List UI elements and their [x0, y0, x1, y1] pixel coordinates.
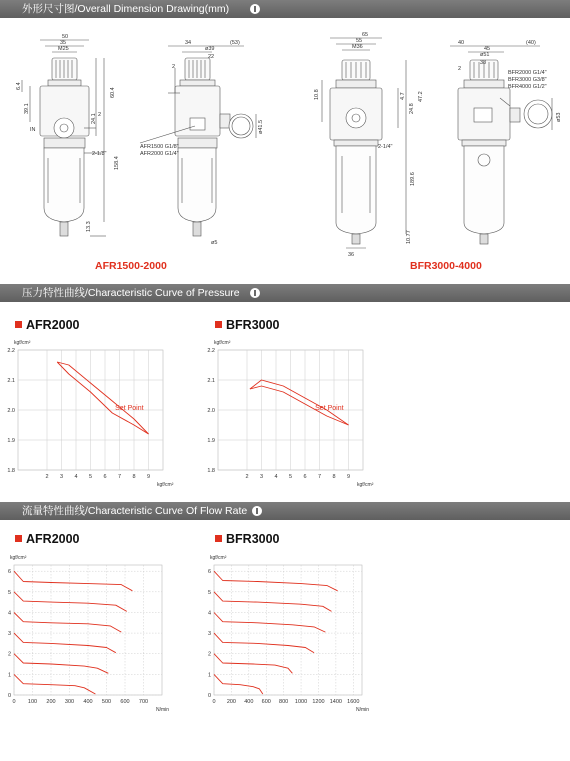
dim-label: M25 [58, 46, 69, 52]
port-spec: BFR4000 G1/2" [508, 84, 547, 90]
x-tick-label: 600 [261, 699, 271, 705]
plot-frame [214, 565, 362, 695]
dim-label: 35 [60, 40, 67, 46]
dim-label: 39.1 [24, 103, 30, 114]
dim-label: 22 [208, 54, 215, 60]
port-spec: AFR2000 G1/4" [140, 151, 179, 157]
y-axis-label: kgf/cm² [214, 340, 231, 346]
title-marker [15, 321, 22, 328]
y-tick-label: 3 [207, 631, 211, 638]
title-marker [215, 535, 222, 542]
title-marker [15, 535, 22, 542]
x-tick-label: 9 [346, 474, 351, 480]
model-label-bfr: BFR3000-4000 [410, 260, 482, 272]
dim-label: M36 [352, 44, 363, 50]
y-tick-label: 2.2 [207, 348, 215, 354]
x-tick-label: 1200 [312, 699, 325, 705]
info-icon [250, 4, 260, 14]
series-line [214, 633, 314, 653]
port-label: 2 [98, 112, 102, 118]
y-tick-label: 4 [207, 610, 211, 617]
x-tick-label: 4 [74, 474, 78, 480]
dim-label: 189.6 [410, 172, 416, 186]
series-line [14, 613, 121, 633]
y-tick-label: 2.0 [207, 408, 215, 414]
x-tick-label: 3 [259, 474, 264, 480]
dim-label: 38 [480, 60, 487, 66]
bfr-dimension-drawing [290, 18, 570, 268]
y-tick-label: 5 [7, 589, 11, 596]
dim-label: ø39 [205, 46, 215, 52]
dim-label: 34 [185, 40, 192, 46]
dim-label: 47.2 [418, 91, 424, 102]
y-tick-label: 2 [207, 651, 211, 658]
x-tick-label: 5 [88, 474, 93, 480]
x-tick-label: 2 [245, 474, 249, 480]
x-tick-label: 400 [83, 699, 93, 705]
x-axis-label: kgf/cm² [357, 482, 374, 488]
y-tick-label: 1.9 [207, 438, 215, 444]
chart-title-text: BFR3000 [226, 532, 280, 546]
x-tick-label: 300 [64, 699, 75, 705]
section-bar-flow [0, 502, 570, 520]
dim-label: 6.4 [16, 82, 22, 90]
series-line [14, 633, 116, 653]
series-line [214, 571, 338, 591]
x-axis-label: N/min [356, 707, 370, 713]
y-tick-label: 2.1 [7, 378, 15, 384]
chart-title-flow-bfr [215, 532, 280, 546]
x-tick-label: 9 [146, 474, 151, 480]
series-line [14, 571, 132, 591]
section-title-dimension: 外形尺寸图/Overall Dimension Drawing(mm) [22, 3, 230, 15]
chart-title-text: BFR3000 [226, 318, 280, 332]
series-line [57, 362, 148, 434]
port-label: 2 [458, 66, 462, 72]
dim-label: 10.8 [314, 89, 320, 100]
y-tick-label: 2 [7, 651, 11, 658]
dim-label: 36 [348, 252, 355, 258]
flow-chart-afr [0, 545, 175, 713]
x-tick-label: 7 [317, 474, 322, 480]
series-line [214, 674, 263, 694]
dim-label: 13.3 [86, 221, 92, 232]
y-tick-label: 2.1 [207, 378, 215, 384]
x-tick-label: 4 [274, 474, 278, 480]
section-bar-pressure [0, 284, 570, 302]
y-tick-label: 1 [7, 672, 11, 679]
x-tick-label: 400 [244, 699, 254, 705]
set-point-annotation: Set Point [115, 405, 144, 412]
y-tick-label: 2.0 [7, 408, 15, 414]
model-label-afr: AFR1500-2000 [95, 260, 167, 272]
dim-label: 158.4 [114, 156, 120, 170]
y-tick-label: 6 [207, 569, 211, 576]
section-title-pressure: 压力特性曲线/Characteristic Curve of Pressure [22, 287, 240, 299]
section-bar-dimension [0, 0, 570, 18]
dim-label: ø53 [556, 112, 562, 122]
series-line [14, 592, 127, 612]
dim-label: 65 [362, 32, 369, 38]
afr-dimension-drawing [0, 18, 290, 268]
y-axis-label: kgf/cm² [14, 340, 31, 346]
x-tick-label: 800 [279, 699, 289, 705]
port-label: 2-1/8" [92, 151, 107, 157]
dim-label: 50 [62, 34, 69, 40]
y-tick-label: 6 [7, 569, 11, 576]
dim-label: ø41.5 [258, 119, 264, 134]
series-line [214, 654, 292, 674]
port-label: 2-1/4" [378, 144, 393, 150]
port-spec: BFR2000 G1/4" [508, 70, 547, 76]
x-tick-label: 8 [132, 474, 136, 480]
y-tick-label: 2.2 [7, 348, 15, 354]
port-label: IN [30, 127, 36, 133]
y-tick-label: 0 [207, 693, 211, 699]
dim-label: 24.8 [409, 103, 415, 114]
info-icon [252, 506, 262, 516]
chart-title-text: AFR2000 [26, 532, 80, 546]
dim-label: 24.1 [91, 113, 97, 124]
x-tick-label: 1400 [329, 699, 343, 705]
series-line [57, 362, 148, 434]
y-axis-label: kgf/cm² [210, 555, 227, 561]
x-tick-label: 700 [138, 699, 149, 705]
x-tick-label: 8 [332, 474, 336, 480]
series-line [14, 674, 95, 694]
info-icon [250, 288, 260, 298]
port-spec: BFR3000 G3/8" [508, 77, 547, 83]
dim-label: (53) [230, 40, 240, 46]
port-spec: AFR1500 G1/8" [140, 144, 179, 150]
series-line [14, 654, 108, 674]
x-tick-label: 3 [59, 474, 64, 480]
x-tick-label: 6 [303, 474, 307, 480]
x-tick-label: 0 [12, 699, 16, 705]
dim-label: 55 [356, 38, 363, 44]
section-title-flow: 流量特性曲线/Characteristic Curve Of Flow Rate [22, 505, 248, 517]
y-tick-label: 0 [7, 693, 11, 699]
x-tick-label: 200 [226, 699, 237, 705]
x-tick-label: 1600 [347, 699, 360, 705]
x-tick-label: 1000 [294, 699, 308, 705]
y-axis-label: kgf/cm² [10, 555, 27, 561]
x-axis-label: N/min [156, 707, 170, 713]
flow-chart-bfr [200, 545, 375, 713]
port-label: 2 [172, 64, 176, 70]
chart-title-text: AFR2000 [26, 318, 80, 332]
x-tick-label: 0 [212, 699, 216, 705]
pressure-chart-afr [0, 330, 174, 490]
dim-label: 4.7 [400, 92, 406, 100]
dim-label: (40) [526, 40, 536, 46]
x-tick-label: 5 [288, 474, 293, 480]
y-tick-label: 5 [207, 589, 211, 596]
x-tick-label: 2 [45, 474, 49, 480]
dim-label: 45 [484, 46, 491, 52]
dim-label: 60.4 [110, 87, 116, 98]
x-tick-label: 200 [46, 699, 56, 705]
chart-title-flow-afr [15, 532, 80, 546]
y-tick-label: 1.8 [207, 468, 215, 474]
x-tick-label: 6 [103, 474, 107, 480]
dim-label: ø5 [211, 240, 218, 246]
y-tick-label: 4 [7, 610, 11, 617]
x-axis-label: kgf/cm² [157, 482, 174, 488]
title-marker [215, 321, 222, 328]
y-tick-label: 1 [207, 672, 211, 679]
x-tick-label: 100 [27, 699, 38, 705]
dim-label: ø51 [480, 52, 490, 58]
y-tick-label: 3 [7, 631, 11, 638]
x-tick-label: 600 [120, 699, 130, 705]
dim-label: 10.77 [406, 230, 412, 244]
x-tick-label: 7 [117, 474, 122, 480]
dim-label: 40 [458, 40, 465, 46]
x-tick-label: 500 [101, 699, 112, 705]
pressure-chart-bfr [200, 330, 374, 490]
y-tick-label: 1.9 [7, 438, 15, 444]
y-tick-label: 1.8 [7, 468, 15, 474]
set-point-annotation: Set Point [315, 405, 344, 412]
series-line [214, 613, 325, 633]
